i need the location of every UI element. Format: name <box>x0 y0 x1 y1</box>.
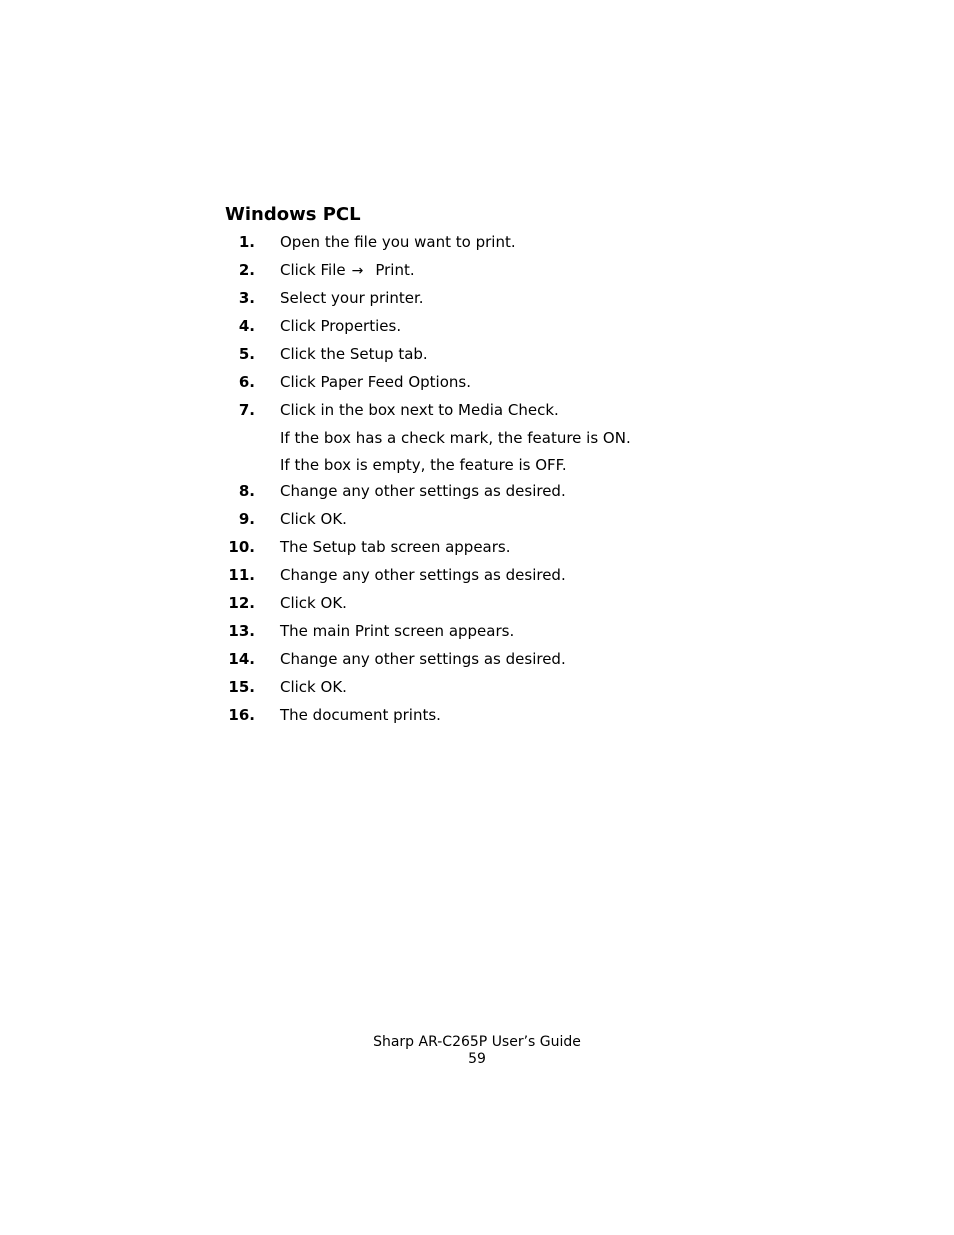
step-text-part: Print. <box>375 261 415 279</box>
step-text: Click Paper Feed Options. <box>280 373 471 391</box>
step-number: 12. <box>228 594 255 612</box>
step-number: 14. <box>228 650 255 668</box>
step-number: 9. <box>238 510 255 528</box>
step-note: If the box is empty, the feature is OFF. <box>280 456 567 474</box>
step-text: Click OK. <box>280 594 347 612</box>
step-number: 10. <box>228 538 255 556</box>
step-text: Click OK. <box>280 510 347 528</box>
step-text: Change any other settings as desired. <box>280 650 566 668</box>
step-number: 1. <box>238 233 255 251</box>
step-text: Click the Setup tab. <box>280 345 428 363</box>
footer-guide-title: Sharp AR-C265P User’s Guide <box>373 1034 581 1050</box>
right-arrow-icon: → <box>351 263 364 279</box>
step-text: Change any other settings as desired. <box>280 482 566 500</box>
footer-page-number: 59 <box>468 1051 486 1067</box>
step-text: Click Properties. <box>280 317 402 335</box>
step-number: 13. <box>228 622 255 640</box>
section-title: Windows PCL <box>225 204 361 225</box>
step-number: 16. <box>228 706 255 724</box>
step-number: 3. <box>238 289 255 307</box>
step-number: 8. <box>238 482 255 500</box>
step-note: If the box has a check mark, the feature is ON. <box>280 429 631 447</box>
step-number: 2. <box>238 261 255 279</box>
step-number: 15. <box>228 678 255 696</box>
step-number: 4. <box>238 317 255 335</box>
step-text: Click OK. <box>280 678 347 696</box>
step-text: The document prints. <box>280 706 441 724</box>
step-number: 7. <box>238 401 255 419</box>
step-number: 11. <box>228 566 255 584</box>
step-number: 6. <box>238 373 255 391</box>
step-text: The main Print screen appears. <box>280 622 515 640</box>
step-text: Select your printer. <box>280 289 424 307</box>
step-text: Open the file you want to print. <box>280 233 516 251</box>
step-number: 5. <box>238 345 255 363</box>
step-text: The Setup tab screen appears. <box>280 538 511 556</box>
step-text-part: Click File <box>280 261 346 279</box>
step-text: Change any other settings as desired. <box>280 566 566 584</box>
step-text: Click in the box next to Media Check. <box>280 401 559 419</box>
step-text <box>280 259 415 282</box>
